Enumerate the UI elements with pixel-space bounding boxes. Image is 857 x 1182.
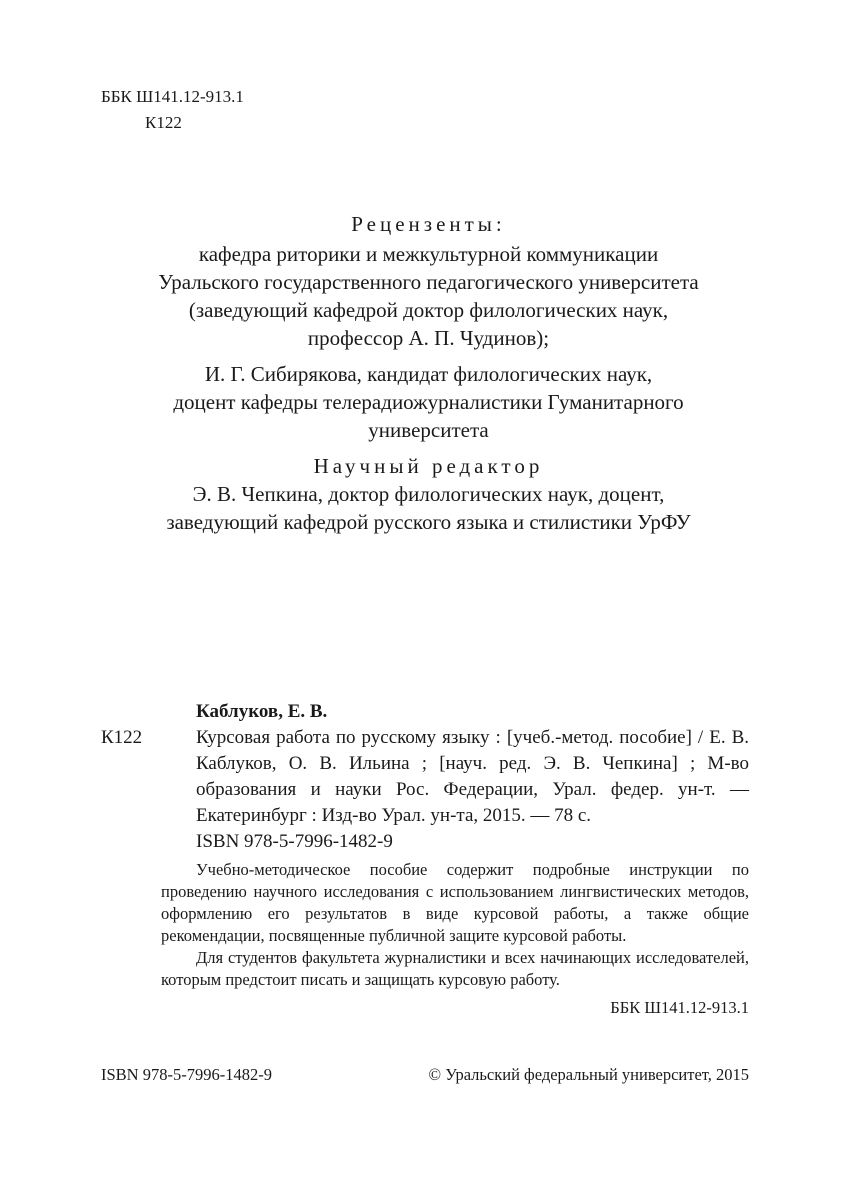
bbk-code: ББК Ш141.12-913.1 [101, 87, 244, 106]
reviewer-2-line: И. Г. Сибирякова, кандидат филологических наук, [204, 362, 653, 386]
catalog-description-row [101, 725, 749, 829]
reviewer-1-line: Уральского государственного педагогического университета [158, 270, 699, 294]
catalog-abstract [161, 859, 749, 991]
editor-line: Э. В. Чепкина, доктор филологических наук, доцент, [192, 482, 665, 506]
editor-title: Научный редактор [313, 454, 544, 478]
catalog-author: Каблуков, Е. В. [196, 701, 328, 722]
reviewers-title: Рецензенты: [351, 212, 506, 236]
abstract-paragraph: Учебно-методическое пособие содержит подробные инструкции по проведению научного исследования с использованием лингвистических методов, оформлению его результатов в виде курсовой работы, а также общие рекомендации, посвященные публичной защите курсовой работы. [161, 860, 749, 945]
reviewers-section [0, 210, 857, 444]
footer-copyright: © Уральский федеральный университет, 2015 [428, 1065, 749, 1084]
catalog-description: Курсовая работа по русскому языку : [учеб.-метод. пособие] / Е. В. Каблуков, О. В. Ильина ; [науч. ред. Э. В. Чепкина] ; М-во образования и науки Рос. Федерации, Урал. федер. ун-т. — Екатеринбург : Изд-во Урал. ун-та, 2015. — 78 с. [196, 727, 749, 826]
catalog-code: К122 [101, 727, 143, 748]
editor-section [0, 452, 857, 536]
catalog-isbn: ISBN 978-5-7996-1482-9 [196, 831, 393, 852]
reviewer-2-line: доцент кафедры телерадиожурналистики Гуманитарного [173, 390, 684, 414]
editor-line: заведующий кафедрой русского языка и стилистики УрФУ [166, 510, 691, 534]
catalog-record [101, 699, 749, 1021]
catalog-bbk: ББК Ш141.12-913.1 [610, 998, 749, 1017]
reviewer-1-line: профессор А. П. Чудинов); [307, 326, 550, 350]
reviewer-2-line: университета [368, 418, 489, 442]
reviewer-2 [0, 360, 857, 444]
reviewer-1-line: кафедра риторики и межкультурной коммуникации [198, 242, 659, 266]
reviewer-1-line: (заведующий кафедрой доктор филологических наук, [188, 298, 669, 322]
author-mark: К122 [145, 113, 182, 132]
bbk-header [101, 84, 244, 136]
footer-isbn: ISBN 978-5-7996-1482-9 [101, 1065, 272, 1084]
reviewer-1 [0, 240, 857, 352]
abstract-paragraph: Для студентов факультета журналистики и всех начинающих исследователей, которым предстоит писать и защищать курсовую работу. [161, 948, 749, 989]
